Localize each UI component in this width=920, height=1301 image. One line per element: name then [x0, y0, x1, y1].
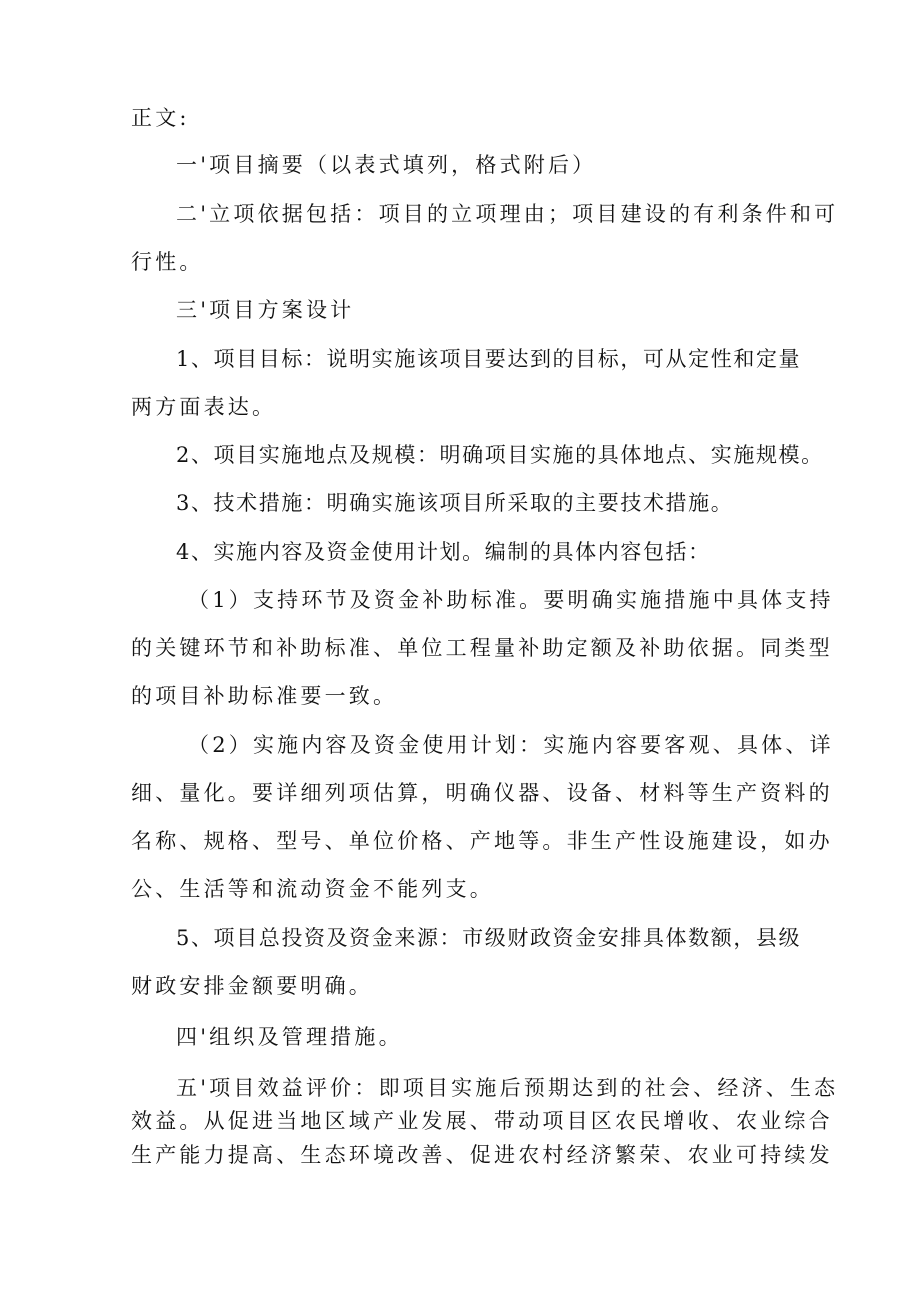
section-5-benefit: 五'项目效益评价：即项目实施后预期达到的社会、经济、生态	[176, 1076, 839, 1100]
subitem-1-support-cont-1: 的关键环节和补助标准、单位工程量补助定额及补助依据。同类型	[131, 636, 833, 660]
item-2-location: 2、项目实施地点及规模：明确项目实施的具体地点、实施规模。	[176, 443, 824, 467]
item-1-goal-cont: 两方面表达。	[131, 395, 277, 419]
section-4-management: 四'组织及管理措施。	[176, 1025, 403, 1049]
item-1-goal: 1、项目目标：说明实施该项目要达到的目标，可从定性和定量	[176, 347, 802, 371]
subitem-2-plan-cont-2: 名称、规格、型号、单位价格、产地等。非生产性设施建设，如办	[131, 829, 833, 853]
item-3-tech: 3、技术措施：明确实施该项目所采取的主要技术措施。	[176, 491, 734, 515]
item-4-content: 4、实施内容及资金使用计划。编制的具体内容包括：	[176, 540, 711, 564]
section-1-summary: 一'项目摘要（以表式填列，格式附后）	[176, 153, 597, 177]
item-5-investment-cont: 财政安排金额要明确。	[131, 974, 373, 998]
subitem-1-support-cont-2: 的项目补助标准要一致。	[131, 684, 398, 708]
doc-heading: 正文:	[131, 106, 190, 130]
item-5-investment: 5、项目总投资及资金来源：市级财政资金安排具体数额，县级	[176, 926, 802, 950]
section-5-benefit-cont-1: 效益。从促进当地区域产业发展、带动项目区农民增收、农业综合	[131, 1109, 833, 1133]
section-5-benefit-cont-2: 生产能力提高、生态环境改善、促进农村经济繁荣、农业可持续发	[131, 1143, 833, 1167]
subitem-2-plan: （2）实施内容及资金使用计划：实施内容要客观、具体、详	[188, 733, 834, 757]
section-3-design: 三'项目方案设计	[176, 298, 355, 322]
section-2-basis-cont: 行性。	[131, 250, 204, 274]
subitem-2-plan-cont-3: 公、生活等和流动资金不能列支。	[131, 877, 494, 901]
subitem-1-support: （1）支持环节及资金补助标准。要明确实施措施中具体支持	[188, 588, 834, 612]
subitem-2-plan-cont-1: 细、量化。要详细列项估算，明确仪器、设备、材料等生产资料的	[131, 781, 833, 805]
section-2-basis: 二'立项依据包括：项目的立项理由；项目建设的有利条件和可	[176, 202, 839, 226]
